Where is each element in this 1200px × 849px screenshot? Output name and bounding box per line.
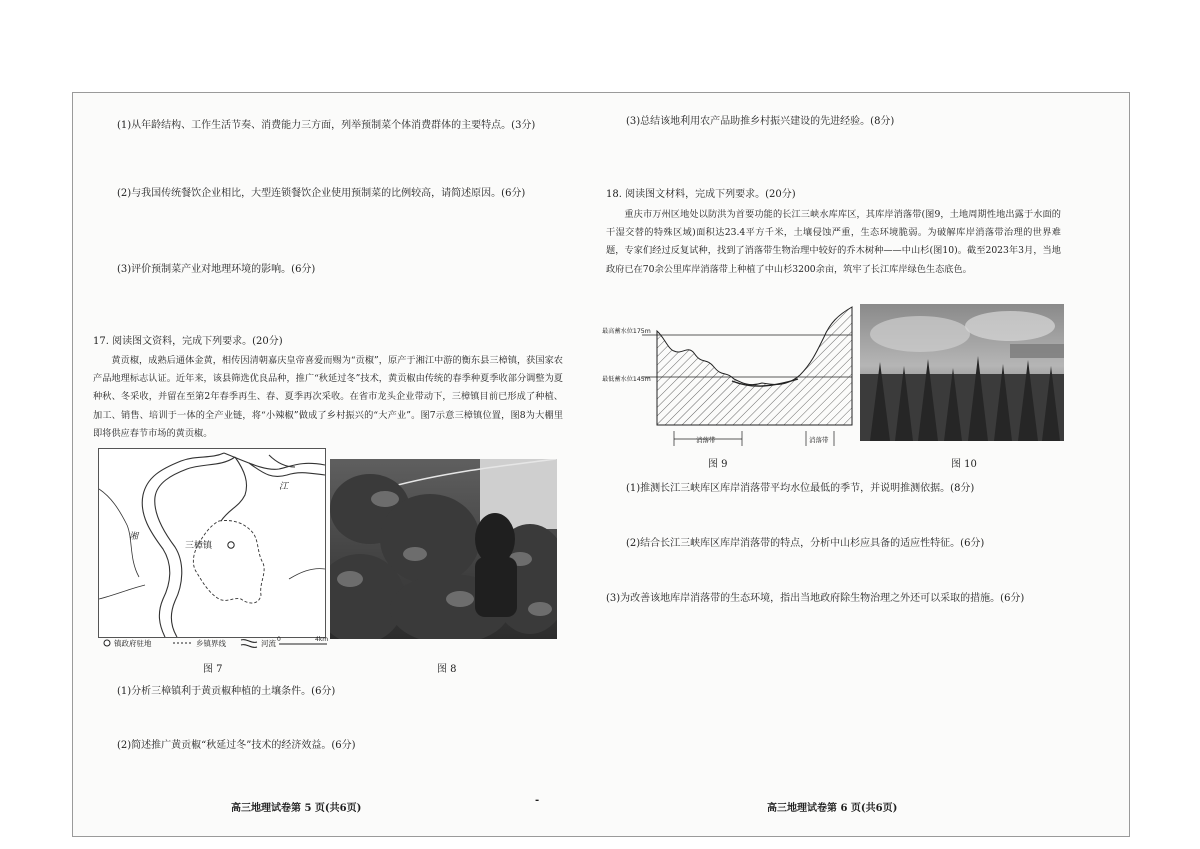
left-page (73, 93, 602, 836)
legend-town-icon (104, 640, 110, 646)
zone-right-label: 消落带 (809, 436, 829, 444)
tributary-line (289, 569, 325, 579)
question-18-3: (3)为改善该地库岸消落带的生态环境，指出当地政府除生物治理之外还可以采取的措施。(6分) (606, 593, 1025, 604)
page-center-mark: - (535, 795, 540, 806)
river-bank-line (249, 463, 325, 477)
map-svg (99, 449, 325, 637)
right-page (602, 93, 1131, 836)
figure-7-caption: 图 7 (203, 664, 223, 675)
question-18-material: 重庆市万州区地处以防洪为首要功能的长江三峡水库库区，其库岸消落带(图9，土地周期性地出露于水面的干湿交替的特殊区域)面积达23.4平方千米，土壤侵蚀严重，生态环境脆弱。为破解库岸消落带治理的世界难题，专家们经过反复试种，找到了消落带生物治理中较好的乔木树种——中山杉(图10)。截至2023年3月，当地政府已在70余公里库岸消落带上种植了中山杉3200余亩，筑牢了长江库岸绿色生态底色。 (606, 209, 1061, 275)
question-16-2: (2)与我国传统餐饮企业相比，大型连锁餐饮企业使用预制菜的比例较高，请简述原因。(6分) (117, 188, 526, 199)
town-boundary (193, 521, 264, 604)
figure-10-caption: 图 10 (951, 459, 977, 470)
legend-border-label: 乡镇界线 (196, 639, 226, 648)
figure-8-photo (330, 459, 557, 639)
figure-7-legend (101, 635, 341, 651)
exam-sheet (72, 92, 1130, 837)
figure-8-caption: 图 8 (437, 664, 457, 675)
question-16-1: (1)从年龄结构、工作生活节奏、消费能力三方面，列举预制菜个体消费群体的主要特点。(3分) (117, 120, 536, 131)
reservoir-section-svg (602, 301, 857, 451)
question-18-title: 18. 阅读图文材料，完成下列要求。(20分) (606, 189, 796, 200)
figure-9-caption: 图 9 (708, 459, 728, 470)
river-bank-line (224, 453, 325, 469)
river-label-xiang: 湘 (129, 532, 139, 542)
pepper-plant-photo (330, 459, 557, 639)
river-bank-line (269, 455, 295, 467)
question-16-3: (3)评价预制菜产业对地理环境的影响。(6分) (117, 264, 316, 275)
high-water-label: 最高蓄水位175m (602, 328, 651, 335)
figure-9-diagram (602, 301, 857, 451)
scale-four: 4km (315, 636, 329, 643)
question-18-2: (2)结合长江三峡库区库岸消落带的特点，分析中山杉应具备的适应性特征。(6分) (626, 538, 985, 549)
figure-7-map (98, 448, 326, 638)
question-17-title: 17. 阅读图文资料，完成下列要求。(20分) (93, 336, 283, 347)
tributary-line (99, 585, 145, 599)
river-label-jiang: 江 (279, 482, 289, 492)
page-6-footer: 高三地理试卷第 6 页(共6页) (767, 803, 898, 814)
town-marker (228, 542, 234, 548)
river-bank-line (221, 457, 247, 521)
page-5-footer: 高三地理试卷第 5 页(共6页) (231, 803, 362, 814)
question-17-1: (1)分析三樟镇利于黄贡椒种植的土壤条件。(6分) (117, 686, 336, 697)
zhongshan-fir-photo (860, 304, 1064, 441)
question-17-2: (2)简述推广黄贡椒“秋延过冬”技术的经济效益。(6分) (117, 740, 356, 751)
question-18-1: (1)推测长江三峡库区库岸消落带平均水位最低的季节，并说明推测依据。(8分) (626, 483, 975, 494)
question-17-3: (3)总结该地利用农产品助推乡村振兴建设的先进经验。(8分) (626, 116, 895, 127)
terrain-profile (657, 307, 852, 425)
figure-10-photo (860, 304, 1064, 441)
question-17-material: 黄贡椒，成熟后通体金黄，相传因清朝嘉庆皇帝喜爱而赐为“贡椒”，原产于湘江中游的衡东县三樟镇，获国家农产品地理标志认证。近年来，该县筛选优良品种，推广“秋延过冬”技术，黄贡椒由传统的春季种夏季收部分调整为夏种秋、冬采收，并留在至第2年春季再生、春、夏季再次采收。在省市龙头企业带动下，三樟镇目前已形成了种植、加工、销售、培训于一体的全产业链，将“小辣椒”做成了乡村振兴的“大产业”。图7示意三樟镇位置，图8为大棚里即将供应春节市场的黄贡椒。 (93, 355, 563, 439)
legend-town-label: 镇政府驻地 (114, 639, 152, 648)
zone-left-label: 消落带 (696, 436, 716, 444)
low-water-label: 最低蓄水位145m (602, 376, 651, 383)
legend-river-icon (241, 640, 257, 648)
scale-zero: 0 (277, 636, 281, 643)
legend-river-label: 河流 (261, 639, 276, 648)
town-label: 三樟镇 (185, 541, 213, 551)
